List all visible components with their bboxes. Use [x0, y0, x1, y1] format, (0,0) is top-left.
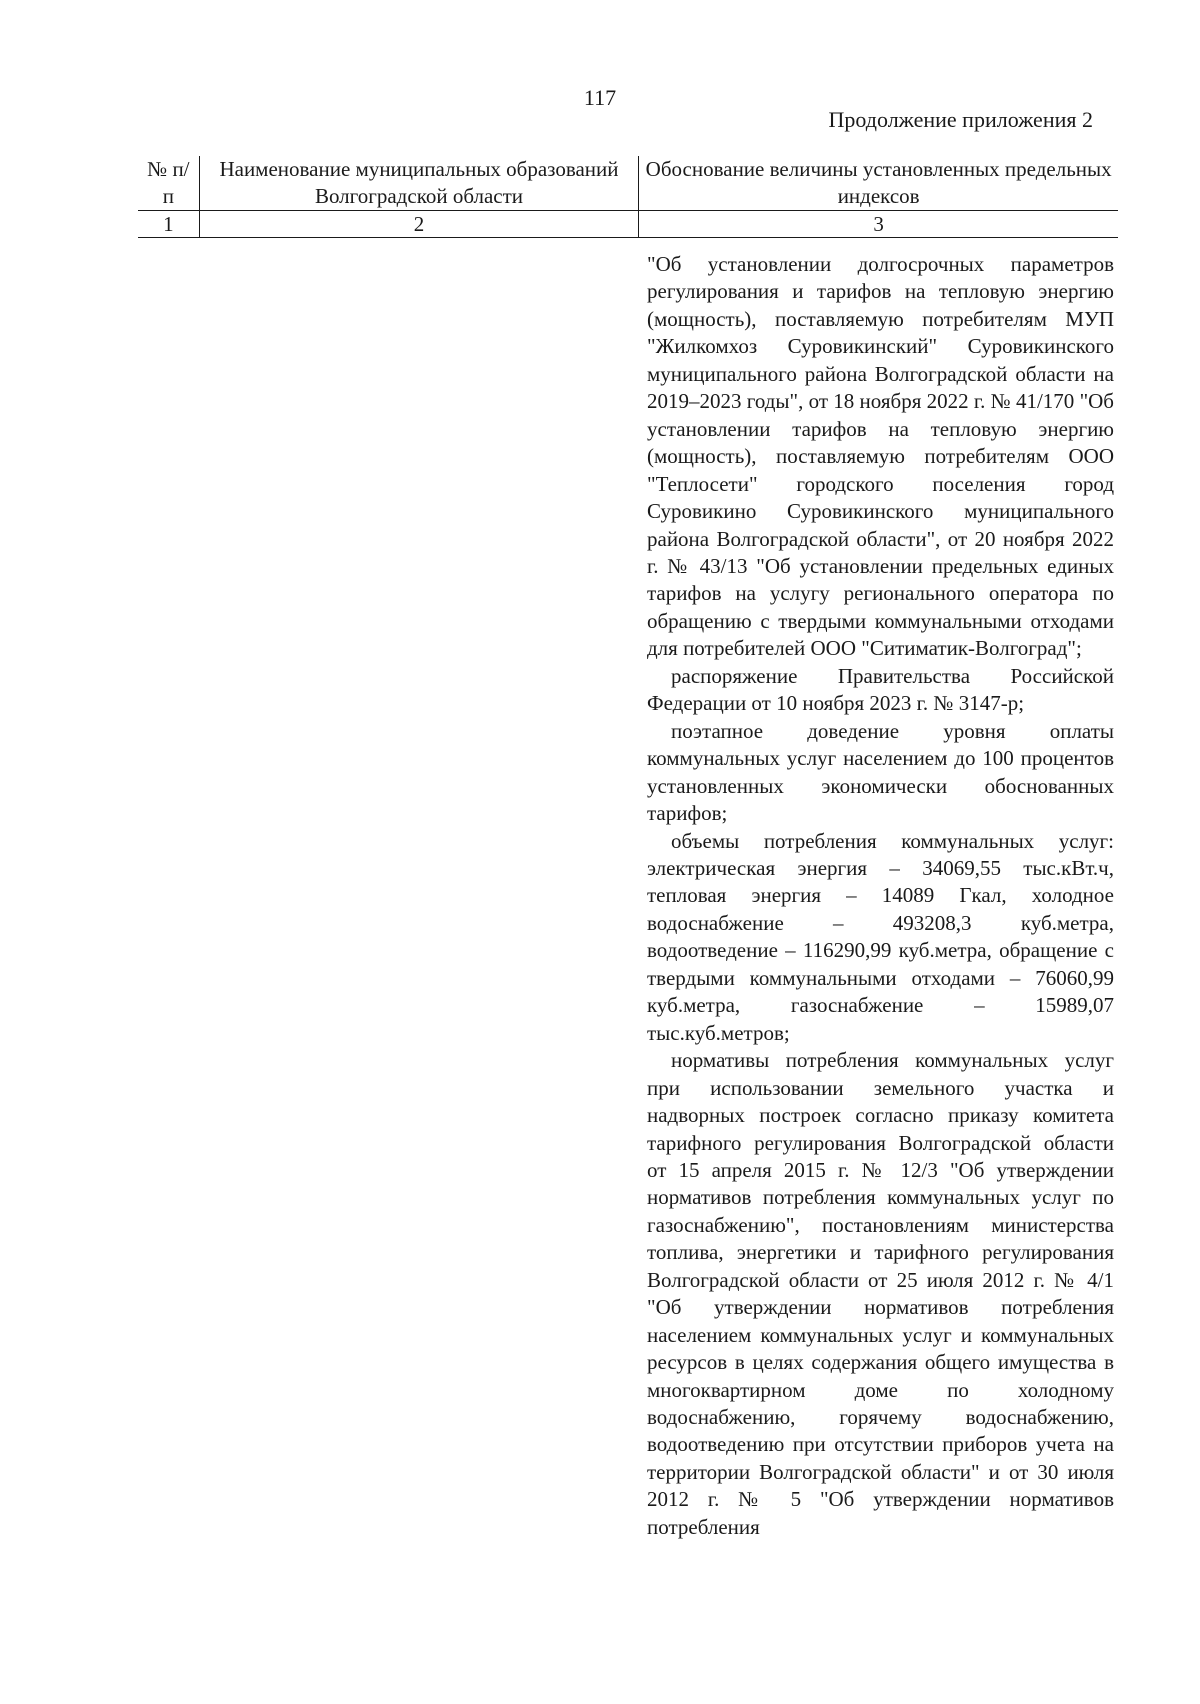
column-number-3: 3	[639, 211, 1118, 238]
header-number: № п/п	[138, 156, 199, 211]
header-table	[138, 156, 1118, 238]
paragraph-2: распоряжение Правительства Российской Федерации от 10 ноября 2023 г. № 3147-р;	[647, 663, 1114, 716]
continuation-label: Продолжение приложения 2	[828, 107, 1093, 132]
header-municipality: Наименование муниципальных образований Волгоградской области	[199, 156, 639, 211]
header-justification: Обоснование величины установленных предельных индексов	[639, 156, 1118, 211]
column-number-1: 1	[138, 211, 199, 238]
paragraph-5: нормативы потребления коммунальных услуг при использовании земельного участка и надворных построек согласно приказу комитета тарифного регулирования Волгоградской области от 15 апреля 2015 г. № 12/3 "Об утверждении нормативов потребления коммунальных услуг по газоснабжению", постановлениям министерства топлива, энергетики и тарифного регулирования Волгоградской области от 25 июля 2012 г. № 4/1 "Об утверждении нормативов потребления населением коммунальных услуг и коммунальных ресурсов в целях содержания общего имущества в многоквартирном доме по холодному водоснабжению, горячему водоснабжению, водоотведению при отсутствии приборов учета на территории Волгоградской области" и от 30 июля 2012 г. № 5 "Об утверждении нормативов потребления	[647, 1048, 1114, 1539]
table-column-numbers-row	[138, 211, 1118, 238]
page-number: 117	[583, 85, 617, 110]
column-number-2: 2	[199, 211, 639, 238]
paragraph-4: объемы потребления коммунальных услуг: электрическая энергия – 34069,55 тыс.кВт.ч, тепловая энергия – 14089 Гкал, холодное водоснабжение – 493208,3 куб.метра, водоотведение – 116290,99 куб.метра, обращение с твердыми коммунальными отходами – 76060,99 куб.метра, газоснабжение – 15989,07 тыс.куб.метров;	[647, 828, 1114, 1045]
paragraph-1: "Об установлении долгосрочных параметров регулирования и тарифов на тепловую энергию (мощность), поставляемую потребителям МУП "Жилкомхоз Суровикинский" Суровикинского муниципального района Волгоградской области на 2019–2023 годы", от 18 ноября 2022 г. № 41/170 "Об установлении тарифов на тепловую энергию (мощность), поставляемую потребителям ООО "Теплосети" городского поселения город Суровикино Суровикинского муниципального района Волгоградской области", от 20 ноября 2022 г. № 43/13 "Об установлении предельных единых тарифов на услугу регионального оператора по обращению с твердыми коммунальными отходами для потребителей ООО "Ситиматик-Волгоград";	[647, 252, 1114, 661]
table-header-row	[138, 156, 1118, 211]
justification-text	[647, 251, 1114, 1541]
paragraph-3: поэтапное доведение уровня оплаты коммунальных услуг населением до 100 процентов установленных экономически обоснованных тарифов;	[647, 718, 1114, 826]
